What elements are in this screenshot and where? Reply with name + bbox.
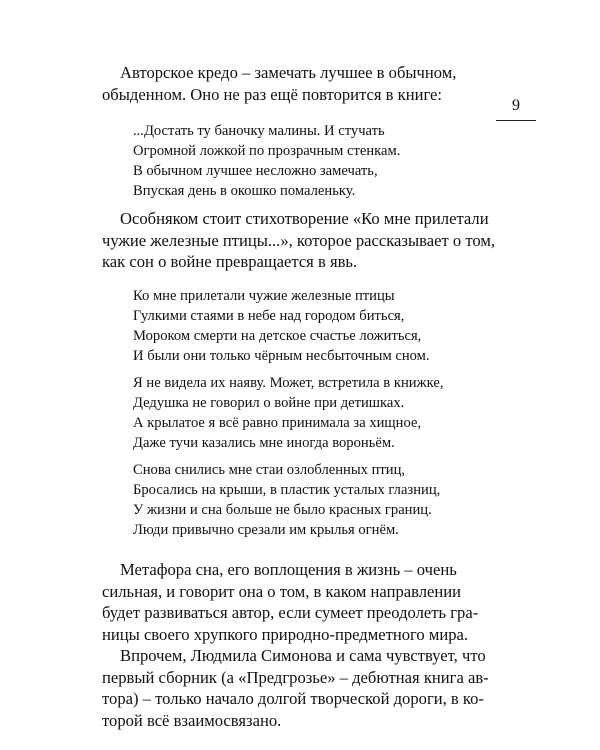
paragraph-author-credo (102, 62, 470, 105)
text-line: Метафора сна, его воплощения в жизнь – очень (120, 560, 457, 579)
text-line: торой всё взаимосвязано. (102, 710, 282, 730)
poem-line: В обычном лучшее несложно замечать, (133, 163, 378, 179)
poem-stanza-3 (133, 373, 473, 453)
text-line: чужие железные птицы...», которое рассказывает о том, (102, 230, 495, 250)
poem-stanza-4 (133, 460, 473, 540)
page-number-rule (496, 120, 536, 121)
text-line: ницы своего хрупкого природно-предметного мира. (102, 624, 469, 644)
poem-line: А крылатое я всё равно принимала за хищное, (133, 415, 422, 431)
poem-stanza-1 (133, 121, 473, 201)
text-line: Авторское кредо – замечать лучшее в обычном, (120, 63, 457, 82)
poem-line: Дедушка не говорил о войне при детишках. (133, 395, 405, 411)
poem-line: У жизни и сна больше не было красных границ. (133, 502, 432, 518)
poem-line: Огромной ложкой по прозрачным стенкам. (133, 143, 401, 159)
poem-stanza-2 (133, 286, 473, 366)
poem-line: ...Достать ту баночку малины. И стучать (133, 123, 385, 139)
poem-line: И были они только чёрным несбыточным сном. (133, 348, 430, 364)
text-line: как сон о войне превращается в явь. (102, 252, 358, 271)
poem-line: Даже тучи казались мне иногда вороньём. (133, 435, 395, 451)
paragraph-metaphor (102, 559, 479, 645)
paragraph-conclusion (102, 645, 489, 731)
poem-line: Мороком смерти на детское счастье ложиться, (133, 328, 422, 344)
text-line: первый сборник (а «Предгрозье» – дебютная книга ав- (102, 667, 489, 687)
poem-line: Ко мне прилетали чужие железные птицы (133, 288, 395, 304)
poem-line: Бросались на крыши, в пластик усталых глазниц, (133, 482, 441, 498)
text-line: сильная, и говорит она о том, в каком направлении (102, 581, 462, 601)
page-number: 9 (512, 97, 520, 114)
text-line: будет развиваться автор, если сумеет преодолеть гра- (102, 603, 479, 622)
text-line: Особняком стоит стихотворение «Ко мне прилетали (120, 209, 489, 228)
paragraph-poem-intro (102, 208, 495, 273)
text-line: тора) – только начало долгой творческой дороги, в ко- (102, 689, 484, 708)
poem-line: Я не видела их наяву. Может, встретила в книжке, (133, 375, 444, 391)
text-line: Впрочем, Людмила Симонова и сама чувствует, что (120, 646, 486, 665)
poem-line: Люди привычно срезали им крылья огнём. (133, 522, 399, 538)
poem-line: Гулкими стаями в небе над городом биться, (133, 308, 405, 324)
text-line: обыденном. Оно не раз ещё повторится в книге: (102, 84, 443, 104)
poem-line: Впуская день в окошко помаленьку. (133, 183, 356, 199)
poem-line: Снова снились мне стаи озлобленных птиц, (133, 462, 406, 478)
